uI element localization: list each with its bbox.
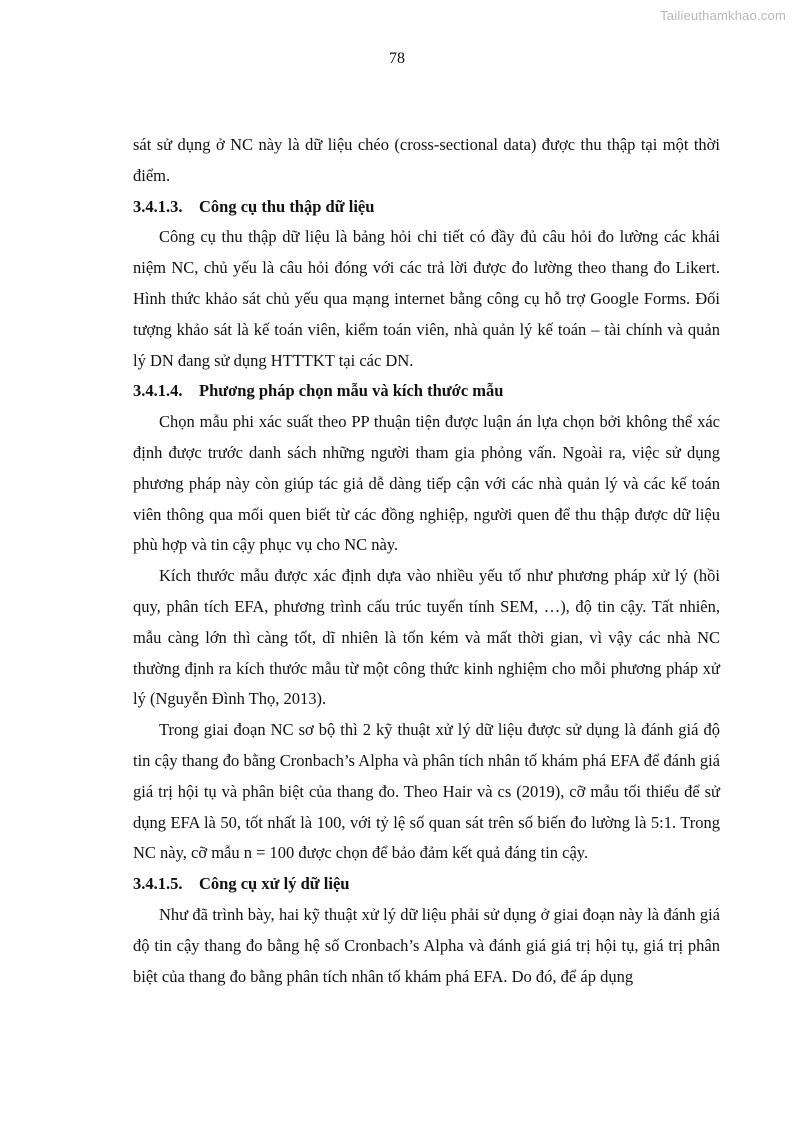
document-body [133, 130, 720, 992]
section-heading-3-4-1-3 [133, 192, 720, 223]
paragraph: Kích thước mẫu được xác định dựa vào nhiều yếu tố như phương pháp xử lý (hồi quy, phân tích EFA, phương trình cấu trúc tuyến tính SEM, …), độ tin cậy. Tất nhiên, mẫu càng lớn thì càng tốt, dĩ nhiên là tốn kém và mất thời gian, vì vậy các nhà NC thường định ra kích thước mẫu từ một công thức kinh nghiệm cho mỗi phương pháp xử lý (Nguyễn Đình Thọ, 2013). [133, 566, 720, 709]
paragraph: Công cụ thu thập dữ liệu là bảng hỏi chi tiết có đầy đủ câu hỏi đo lường các khái niệm NC, chủ yếu là câu hỏi đóng với các trả lời được đo lường theo thang đo Likert. Hình thức khảo sát chủ yếu qua mạng internet bằng công cụ hỗ trợ Google Forms. Đối tượng khảo sát là kế toán viên, kiểm toán viên, nhà quản lý kế toán – tài chính và quản lý DN đang sử dụng HTTTKT tại các DN. [133, 227, 720, 370]
paragraph: Chọn mẫu phi xác suất theo PP thuận tiện được luận án lựa chọn bởi không thể xác định được trước danh sách những người tham gia phỏng vấn. Ngoài ra, việc sử dụng phương pháp này còn giúp tác giả dễ dàng tiếp cận với các nhà quản lý và các kế toán viên thông qua mối quen biết từ các đồng nghiệp, người quen để thu thập được dữ liệu phù hợp và tin cậy phục vụ cho NC này. [133, 412, 720, 555]
section-title: Công cụ xử lý dữ liệu [199, 874, 350, 894]
paragraph: Trong giai đoạn NC sơ bộ thì 2 kỹ thuật xử lý dữ liệu được sử dụng là đánh giá độ tin cậy thang đo bằng Cronbach’s Alpha và phân tích nhân tố khám phá EFA để đánh giá giá trị hội tụ và phân biệt của thang đo. Theo Hair và cs (2019), cỡ mẫu tối thiểu để sử dụng EFA là 50, tốt nhất là 100, với tỷ lệ số quan sát trên số biến đo lường là 5:1. Trong NC này, cỡ mẫu n = 100 được chọn để bảo đảm kết quả đáng tin cậy. [133, 720, 720, 863]
section-number: 3.4.1.5. [133, 874, 183, 894]
section-number: 3.4.1.4. [133, 381, 183, 401]
paragraph: Như đã trình bày, hai kỹ thuật xử lý dữ liệu phải sử dụng ở giai đoạn này là đánh giá độ tin cậy thang đo bằng hệ số Cronbach’s Alpha và đánh giá giá trị hội tụ, giá trị phân biệt của thang đo bằng phân tích nhân tố khám phá EFA. Do đó, để áp dụng [133, 904, 720, 986]
watermark: Tailieuthamkhao.com [660, 8, 786, 23]
intro-paragraph: sát sử dụng ở NC này là dữ liệu chéo (cross-sectional data) được thu thập tại một thời điểm. [133, 135, 720, 185]
section-heading-3-4-1-5 [133, 869, 720, 900]
section-number: 3.4.1.3. [133, 196, 183, 216]
section-title: Phương pháp chọn mẫu và kích thước mẫu [199, 381, 504, 401]
page-number: 78 [389, 50, 405, 67]
section-heading-3-4-1-4 [133, 376, 720, 407]
section-title: Công cụ thu thập dữ liệu [199, 196, 375, 216]
